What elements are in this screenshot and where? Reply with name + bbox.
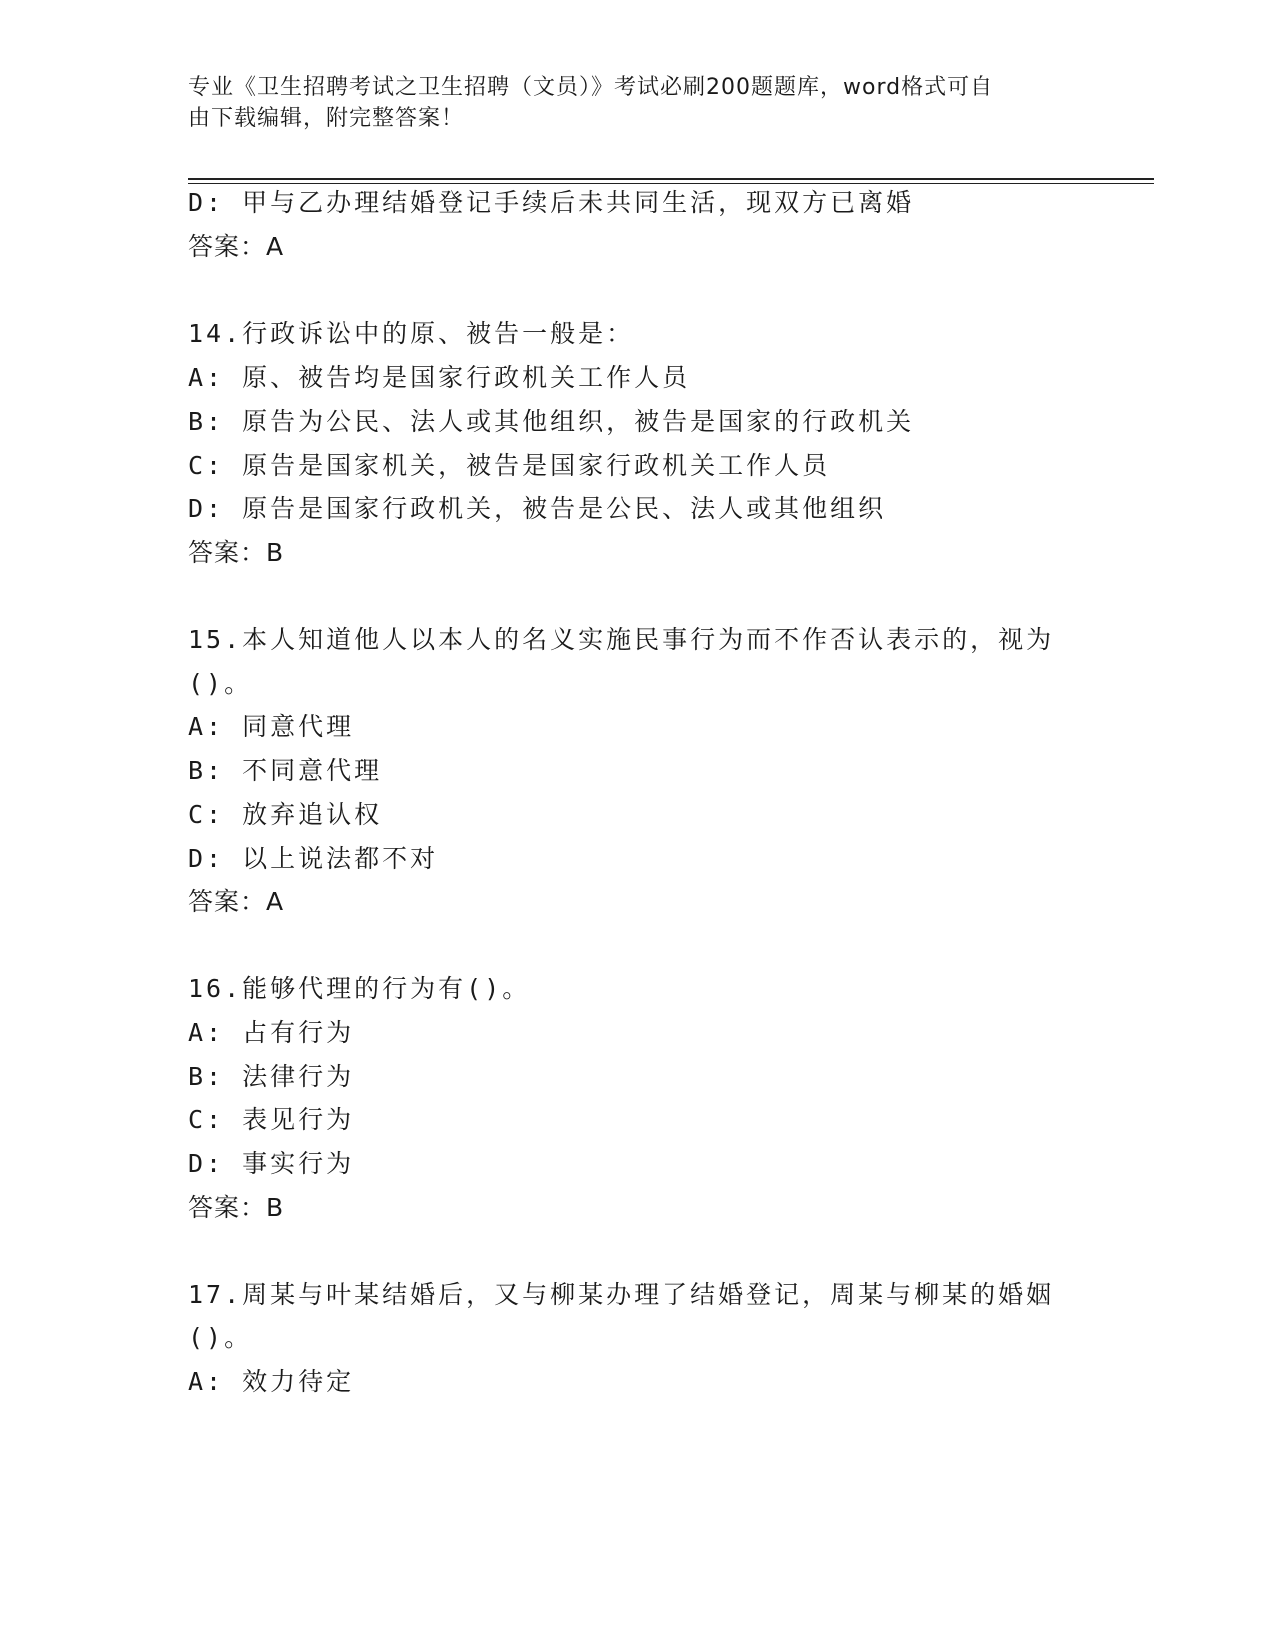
- q16-option-a: A: 占有行为: [188, 1018, 355, 1047]
- header-divider-thin: [188, 183, 1154, 184]
- q15-question-cont: ()。: [188, 669, 253, 698]
- q14-answer: 答案：B: [188, 538, 285, 567]
- header-divider-thick: [188, 178, 1154, 180]
- q15-option-c: C: 放弃追认权: [188, 800, 383, 829]
- q16-question: 16.能够代理的行为有()。: [188, 974, 531, 1003]
- q15-option-b: B: 不同意代理: [188, 756, 383, 785]
- q16-option-d: D: 事实行为: [188, 1149, 355, 1178]
- q15-question: 15.本人知道他人以本人的名义实施民事行为而不作否认表示的，视为: [188, 625, 1055, 654]
- q15-answer: 答案：A: [188, 887, 285, 916]
- q13-option-d: D: 甲与乙办理结婚登记手续后未共同生活，现双方已离婚: [188, 188, 915, 217]
- q15-option-a: A: 同意代理: [188, 712, 355, 741]
- q14-option-d: D: 原告是国家行政机关，被告是公民、法人或其他组织: [188, 494, 887, 523]
- q14-option-b: B: 原告为公民、法人或其他组织，被告是国家的行政机关: [188, 407, 915, 436]
- q17-option-a: A: 效力待定: [188, 1367, 355, 1396]
- document-header: 专业《卫生招聘考试之卫生招聘（文员）》考试必刷200题题库，word格式可自 由下载编辑，附完整答案！: [188, 75, 994, 131]
- q14-option-a: A: 原、被告均是国家行政机关工作人员: [188, 363, 691, 392]
- q17-question: 17.周某与叶某结婚后，又与柳某办理了结婚登记，周某与柳某的婚姻: [188, 1280, 1055, 1309]
- q17-question-cont: ()。: [188, 1323, 253, 1352]
- q16-answer: 答案：B: [188, 1193, 285, 1222]
- q14-option-c: C: 原告是国家机关，被告是国家行政机关工作人员: [188, 451, 831, 480]
- q14-question: 14.行政诉讼中的原、被告一般是：: [188, 319, 635, 348]
- q16-option-c: C: 表见行为: [188, 1105, 355, 1134]
- q13-answer: 答案：A: [188, 232, 285, 261]
- q16-option-b: B: 法律行为: [188, 1062, 355, 1091]
- q15-option-d: D: 以上说法都不对: [188, 844, 439, 873]
